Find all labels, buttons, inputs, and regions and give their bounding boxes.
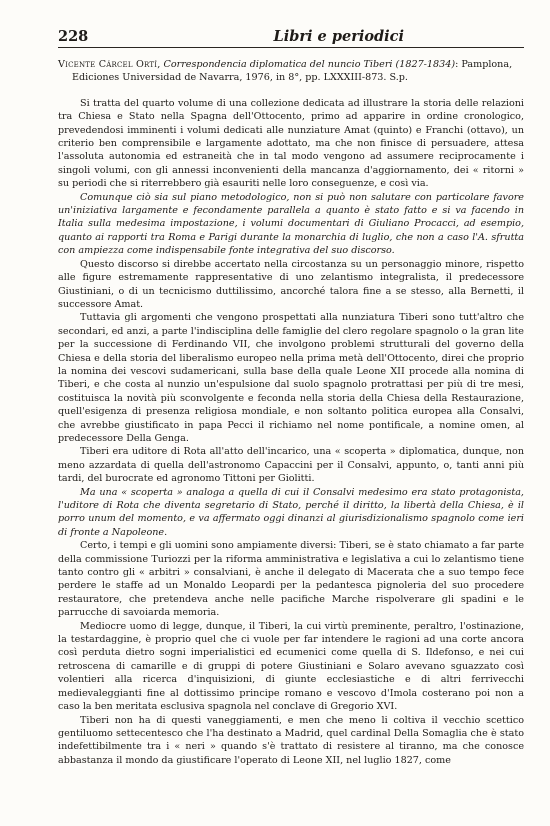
citation-author: Vicente Cárcel Ortí,: [58, 59, 161, 70]
citation-details: : Pamplona, Ediciones Universidad de Navarra, 1976, in 8°, pp. LXXXIII-873. S.p.: [72, 59, 513, 84]
page-header: [58, 28, 524, 48]
paragraph: Certo, i tempi e gli uomini sono ampiamente diversi: Tiberi, se è stato chiamato a far parte della commissione Turiozzi per la riforma amministrativa e legislativa a cui lo zelantismo tiene tanto contro gli « arbitri » consalviani, è anche il delegato di Macerata che a suo tempo fece perdere le staffe ad un Monaldo Leopardi per la pedantesca pignoleria del suo procedere restauratore, che pretendeva anche nelle pacifiche Marche rispolverare gli spadini e le parrucche di savoiarda memoria.: [58, 540, 524, 619]
paragraph: Tiberi non ha di questi vaneggiamenti, e men che meno li coltiva il vecchio scettico gentiluomo settecentesco che l'ha destinato a Madrid, quel cardinal Della Somaglia che è stato indefettibilmente tra i « neri » quando s'è trattato di resistere al tiranno, ma che conosce abbastanza il mondo da giustificare l'operato di Leone XII, nel luglio 1827, come: [58, 714, 524, 766]
page-number: 228: [58, 28, 89, 45]
paragraph: Mediocre uomo di legge, dunque, il Tiberi, la cui virtù preminente, peraltro, l'ostinazione, la testardaggine, è proprio quel che ci vuole per far intendere le ragioni ad una corte ancora così perduta dietro sogni imperialistici ed ecumenici come quella di S. Ildefonso, e nei cui retroscena di camarille e di gruppi di potere Giustiniani e Solaro avevano sguazzato così volentieri alla ricerca d'inquisizioni, di giunte ecclesiastiche e di altri ferrivecchi medievaleggianti fine al dottissimo principe romano e vescovo d'Imola costerano poi non a caso la ben meritata esclusiva spagnola nel conclave di Gregorio XVI.: [58, 620, 524, 713]
paragraph: Tiberi era uditore di Rota all'atto dell'incarico, una « scoperta » diplomatica, dunque, non meno azzardata di quella dell'astronomo Capaccini per il Consalvi, appunto, o, tanti anni più tardi, del burocrate ed agronomo Tittoni per Giolitti.: [58, 446, 524, 485]
paragraph: Tuttavia gli argomenti che vengono prospettati alla nunziatura Tiberi sono tutt'altro che secondari, ed anzi, a parte l'indisciplina delle famiglie del clero regolare spagnolo o la gran lite per la successione di Ferdinando VII, che involgono problemi strutturali del governo della Chiesa e della storia del liberalismo europeo nella prima metà dell'Ottocento, direi che proprio la nomina dei vescovi sudamericani, sulla base della quale Leone XII procede alla nomina di Tiberi, e che costa al nunzio un'espulsione dal suolo spagnolo protrattasi per più di tre mesi, costituisca la novità più sconvolgente e feconda nella storia della Chiesa della Restaurazione, quell'esigenza di presenza religiosa mondiale, e non soltanto politica europea alla Consalvi, che avrebbe giustificato in papa Pecci il richiamo nel nome pontificale, a nomine omen, al predecessore Della Genga.: [58, 312, 524, 444]
paragraph: Comunque ciò sia sul piano metodologico, non si può non salutare con particolare favore un'iniziativa largamente e fecondamente parallela a quanto è stato fatto e si va facendo in Italia sulla medesima impostazione, i volumi documentari di Giuliano Procacci, ad esempio, quanto ai rapporti tra Roma e Parigi durante la monarchia di luglio, che non a caso l'A. sfrutta con ampiezza come indispensabile fonte integrativa del suo discorso.: [58, 191, 524, 257]
citation-title: Correspondencia diplomatica del nuncio Tiberi (1827-1834): [163, 59, 456, 70]
paragraph: Questo discorso si direbbe accertato nella circostanza su un personaggio minore, rispetto alle figure estremamente rappresentative di uno zelantismo integralista, il predecessore Giustiniani, o di un tecnicismo duttilissimo, ancorché talora fine a se stesso, alla Bernetti, il successore Amat.: [58, 258, 524, 310]
paragraph: Si tratta del quarto volume di una collezione dedicata ad illustrare la storia delle relazioni tra Chiesa e Stato nella Spagna dell'Ottocento, primo ad apparire in ordine cronologico, prevedendosi imminenti i volumi dedicati alle nunziature Amat (quinto) e Franchi (ottavo), un criterio ben comprensibile e largamente adottato, ma che non finisce di persuadere, attesa l'assoluta autonomia ed estraneità che in tal modo vengono ad assumere reciprocamente i singoli volumi, con gli annessi inconvenienti della mancanza d'aggiornamento, dei « ritorni » su periodi che si riterrebbero già esauriti nelle loro conseguenze, e così via.: [58, 97, 524, 190]
review-body: [58, 97, 524, 767]
running-title: Libri e periodici: [273, 28, 404, 45]
book-citation: [58, 58, 524, 85]
page: [58, 28, 524, 767]
paragraph: Ma una « scoperta » analoga a quella di cui il Consalvi medesimo era stato protagonista, l'uditore di Rota che diventa segretario di Stato, perché il diritto, la libertà della Chiesa, è il porro unum del momento, e va affermato oggi dinanzi al giurisdizionalismo spagnolo come ieri di fronte a Napoleone.: [58, 486, 524, 538]
